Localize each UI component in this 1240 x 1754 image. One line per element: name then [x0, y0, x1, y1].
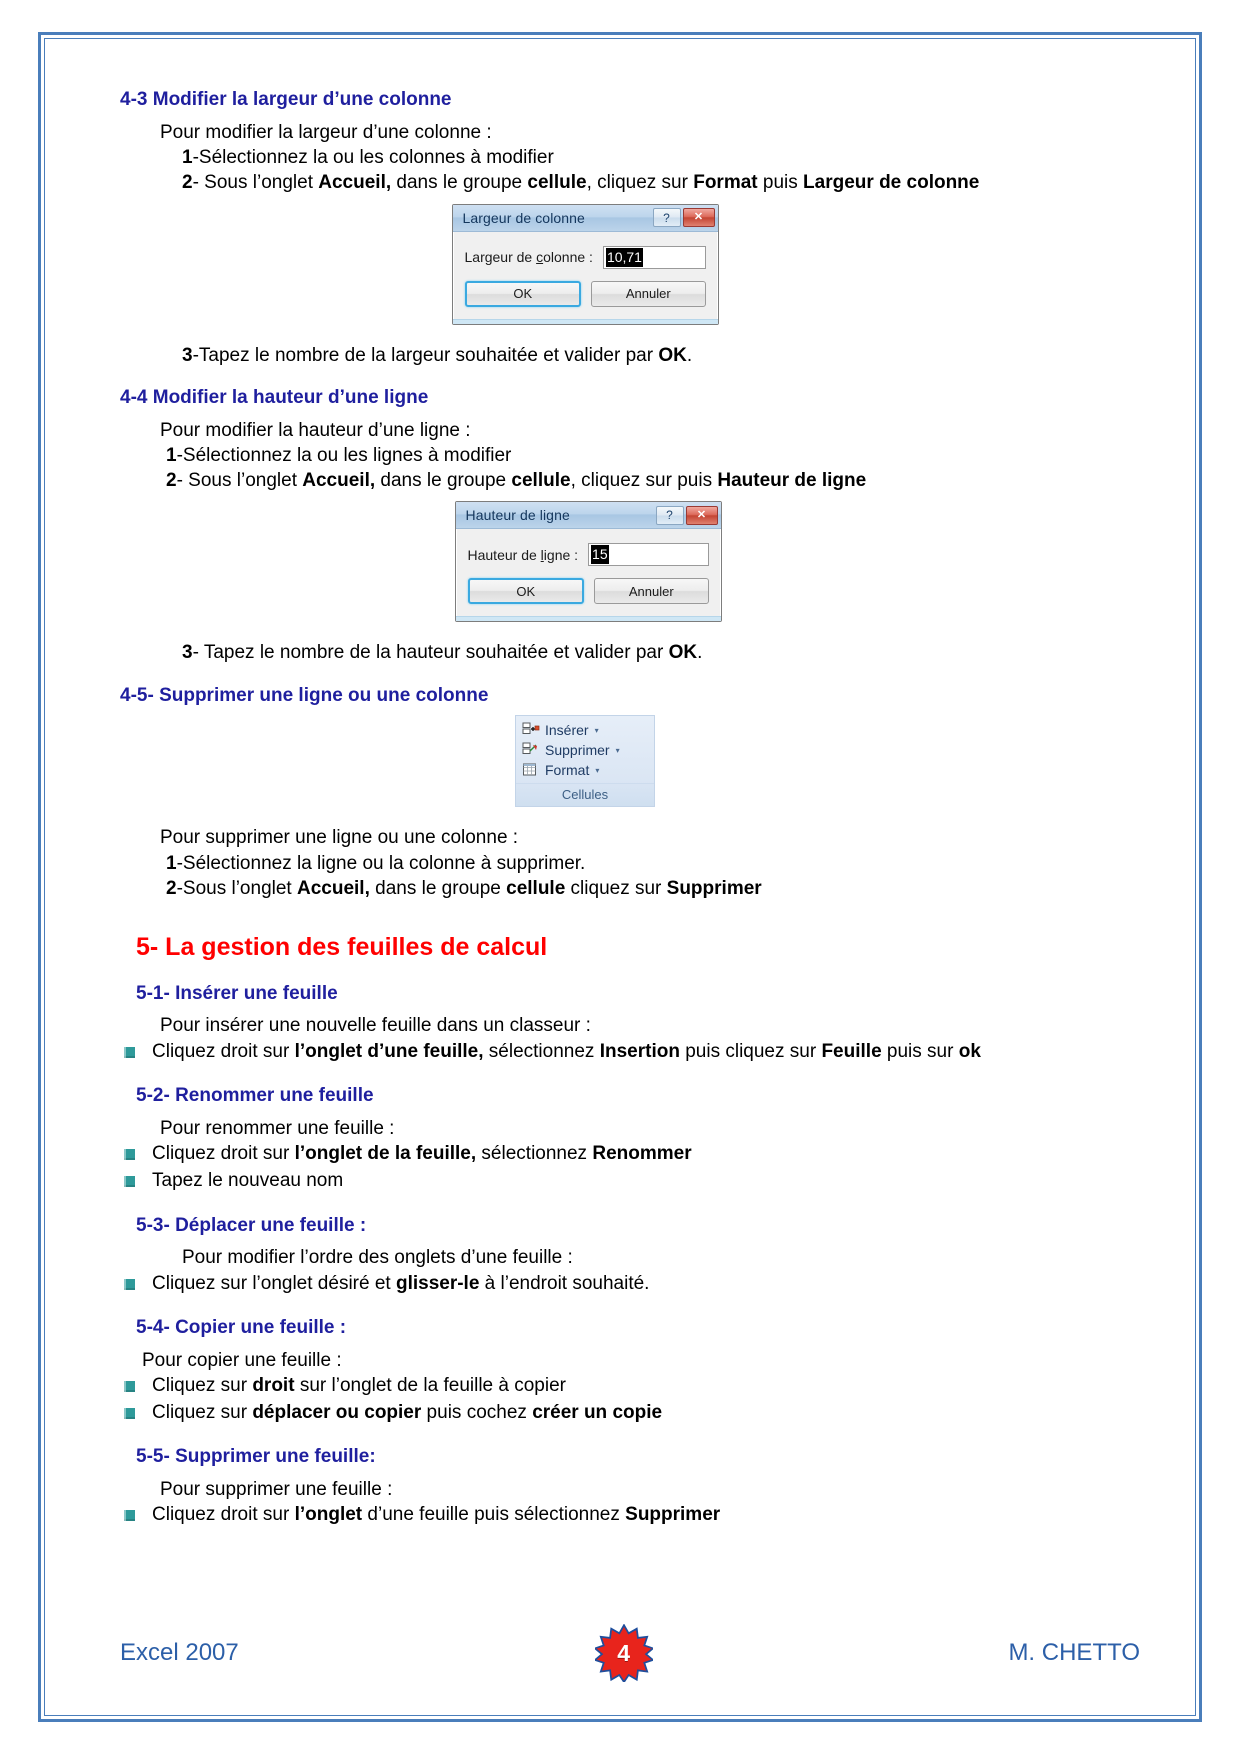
- square-bullet-icon: [124, 1149, 135, 1160]
- step-text-c: .: [697, 642, 703, 664]
- list-5-3: [120, 1271, 1050, 1296]
- ribbon-item-supprimer[interactable]: [516, 740, 654, 760]
- ribbon-item-label: Format: [545, 762, 590, 779]
- emphasis-supprimer: Supprimer: [666, 877, 762, 899]
- list-item: [120, 1271, 1050, 1296]
- list-5-2: [120, 1141, 1050, 1194]
- step-text: -Sélectionnez la ou les colonnes à modifier: [192, 147, 554, 169]
- text-e: puis cliquez sur: [679, 1040, 822, 1062]
- cancel-button[interactable]: Annuler: [594, 578, 709, 604]
- step-text-e: , cliquez sur puis: [570, 470, 718, 492]
- list-5-1: [120, 1039, 1050, 1064]
- close-icon[interactable]: ✕: [686, 506, 718, 525]
- dialog-title: Largeur de colonne: [462, 209, 585, 226]
- dialog-buttons: [456, 572, 721, 616]
- help-icon[interactable]: ?: [653, 208, 681, 227]
- list-5-5: [120, 1502, 1050, 1527]
- step-text-a: -Tapez le nombre de la largeur souhaitée et valider par: [192, 344, 659, 366]
- heading-5-1: 5-1- Insérer une feuille: [136, 982, 338, 1004]
- label-pre: Hauteur de: [467, 546, 541, 563]
- page-number-badge: [595, 1624, 653, 1682]
- page-footer: [120, 1624, 1140, 1682]
- emphasis-cellule: cellule: [527, 172, 587, 194]
- ribbon-group-label: Cellules: [516, 783, 654, 806]
- step-text-c: .: [686, 344, 693, 366]
- step-text-a: -Sous l’onglet: [176, 877, 297, 899]
- dialog-bottom-strip: [453, 319, 718, 324]
- square-bullet-icon: [124, 1047, 135, 1058]
- emphasis-feuille: Feuille: [821, 1040, 882, 1062]
- emphasis-deplacer-ou-copier: déplacer ou copier: [252, 1402, 422, 1424]
- dialog-hauteur-wrapper: [120, 501, 1050, 622]
- ribbon-item-format[interactable]: [516, 760, 654, 780]
- para-5-3-intro: Pour modifier l’ordre des onglets d’une feuille :: [182, 1247, 573, 1269]
- emphasis-ok: OK: [658, 344, 687, 366]
- step-text-c: dans le groupe: [391, 172, 528, 194]
- ribbon-item-label: Insérer: [545, 722, 589, 739]
- text-g: puis sur: [881, 1040, 959, 1062]
- para-4-5-step2: [166, 876, 1050, 901]
- help-icon[interactable]: ?: [656, 506, 684, 525]
- text-c: puis cochez: [421, 1402, 533, 1424]
- square-bullet-icon: [124, 1408, 135, 1419]
- dialog-largeur-wrapper: [120, 204, 1050, 325]
- step-number: 2: [166, 877, 177, 899]
- text-c: sélectionnez: [483, 1040, 600, 1062]
- largeur-field-label: [465, 249, 593, 265]
- step-text-c: dans le groupe: [375, 470, 512, 492]
- step-text-c: dans le groupe: [369, 877, 507, 899]
- heading-5-3: 5-3- Déplacer une feuille :: [136, 1214, 367, 1236]
- emphasis-insertion: Insertion: [599, 1040, 680, 1062]
- emphasis-onglet: l’onglet: [294, 1504, 363, 1526]
- para-4-3-intro: Pour modifier la largeur d’une colonne :: [160, 121, 492, 143]
- text-c: sélectionnez: [476, 1142, 593, 1164]
- step-number: 2: [182, 172, 193, 194]
- list-item: [120, 1168, 1050, 1193]
- emphasis-ok: OK: [668, 642, 698, 664]
- step-number: 3: [182, 344, 193, 366]
- emphasis-droit: droit: [252, 1374, 295, 1396]
- step-number: 2: [166, 470, 177, 492]
- emphasis-accueil: Accueil,: [296, 877, 370, 899]
- hauteur-input[interactable]: [588, 543, 708, 566]
- text-a: Cliquez droit sur: [152, 1504, 295, 1526]
- cancel-button[interactable]: Annuler: [591, 281, 706, 307]
- square-bullet-icon: [124, 1510, 135, 1521]
- close-icon[interactable]: ✕: [683, 208, 715, 227]
- square-bullet-icon: [124, 1176, 135, 1187]
- list-item: [120, 1400, 1050, 1425]
- dialog-largeur-de-colonne: [452, 204, 719, 325]
- heading-5-2: 5-2- Renommer une feuille: [136, 1084, 374, 1106]
- emphasis-cellule: cellule: [511, 470, 571, 492]
- hauteur-input-value: 15: [592, 546, 608, 563]
- emphasis-supprimer: Supprimer: [625, 1504, 721, 1526]
- step-text-g: puis: [757, 172, 804, 194]
- ok-button[interactable]: OK: [468, 578, 585, 604]
- list-5-4: [120, 1373, 1050, 1426]
- heading-4-5: 4-5- Supprimer une ligne ou une colonne: [120, 684, 489, 706]
- chevron-down-icon[interactable]: ▾: [594, 725, 599, 735]
- para-4-4-step2: [166, 468, 1050, 493]
- emphasis-hauteur-de-ligne: Hauteur de ligne: [717, 470, 867, 492]
- emphasis-accueil: Accueil,: [318, 172, 392, 194]
- para-4-4-step3: [182, 640, 1050, 665]
- text-a: Cliquez sur: [152, 1374, 253, 1396]
- step-number: 1: [166, 852, 177, 874]
- emphasis-creer-un-copie: créer un copie: [532, 1402, 663, 1424]
- dialog-title: Hauteur de ligne: [465, 507, 570, 524]
- emphasis-largeur-de-colonne: Largeur de colonne: [803, 172, 980, 194]
- heading-5-5: 5-5- Supprimer une feuille:: [136, 1446, 376, 1468]
- largeur-input-value: 10,71: [606, 248, 642, 265]
- delete-cells-icon: [522, 742, 540, 758]
- ribbon-item-label: Supprimer: [545, 742, 610, 759]
- text-a: Cliquez droit sur: [152, 1040, 295, 1062]
- step-number: 3: [182, 642, 193, 664]
- para-4-5-step1: [166, 851, 1050, 876]
- heading-4-3: 4-3 Modifier la largeur d’une colonne: [120, 89, 452, 110]
- step-text: -Sélectionnez la ligne ou la colonne à supprimer.: [176, 852, 586, 874]
- dialog-bottom-strip: [456, 616, 721, 621]
- emphasis-ok: ok: [958, 1040, 981, 1062]
- text-a: Cliquez sur l’onglet désiré et: [152, 1272, 396, 1294]
- heading-4-4: 4-4 Modifier la hauteur d’une ligne: [120, 386, 429, 408]
- label-post: igne :: [543, 546, 579, 563]
- footer-right-text: M. CHETTO: [1008, 1639, 1140, 1666]
- emphasis-cellule: cellule: [506, 877, 566, 899]
- para-4-3-step2: [182, 170, 1050, 195]
- step-text-e: cliquez sur: [565, 877, 667, 899]
- label-accesskey: l: [540, 546, 544, 563]
- dialog-buttons: [453, 275, 718, 319]
- text: Tapez le nouveau nom: [152, 1170, 344, 1192]
- format-cells-icon: [522, 762, 540, 778]
- emphasis-onglet: l’onglet d’une feuille,: [294, 1040, 484, 1062]
- step-text: -Sélectionnez la ou les lignes à modifier: [176, 444, 512, 466]
- ribbon-wrapper: [120, 715, 1050, 807]
- largeur-input[interactable]: [603, 246, 706, 269]
- heading-5: 5- La gestion des feuilles de calcul: [136, 933, 548, 962]
- para-4-3-step1: [182, 145, 1050, 170]
- list-item: [120, 1141, 1050, 1166]
- text-c: d’une feuille puis sélectionnez: [362, 1504, 626, 1526]
- para-5-5-intro: Pour supprimer une feuille :: [160, 1479, 393, 1501]
- heading-5-4: 5-4- Copier une feuille :: [136, 1316, 347, 1338]
- list-item: [120, 1373, 1050, 1398]
- footer-left-text: Excel 2007: [120, 1639, 239, 1666]
- page-number: 4: [617, 1639, 630, 1666]
- para-4-4-intro: Pour modifier la hauteur d’une ligne :: [160, 419, 471, 441]
- step-number: 1: [182, 147, 193, 169]
- para-5-1-intro: Pour insérer une nouvelle feuille dans un classeur :: [160, 1015, 591, 1037]
- para-4-4-step1: [166, 443, 1050, 468]
- chevron-down-icon[interactable]: ▾: [615, 745, 620, 755]
- emphasis-accueil: Accueil,: [302, 470, 376, 492]
- document-content: [120, 88, 1050, 1530]
- list-item: [120, 1502, 1050, 1527]
- step-text-a: - Sous l’onglet: [192, 172, 319, 194]
- text-c: à l’endroit souhaité.: [479, 1272, 650, 1294]
- step-number: 1: [166, 444, 177, 466]
- para-4-5-intro: Pour supprimer une ligne ou une colonne :: [160, 827, 519, 849]
- dialog-titlebar: [456, 502, 721, 529]
- hauteur-field-label: [468, 547, 579, 563]
- list-item: [120, 1039, 1050, 1064]
- text-a: Cliquez droit sur: [152, 1142, 295, 1164]
- label-post: olonne :: [543, 249, 593, 266]
- dialog-body: [453, 232, 718, 275]
- insert-cells-icon: [522, 722, 540, 738]
- emphasis-renommer: Renommer: [592, 1142, 692, 1164]
- para-4-3-step3: [182, 343, 1050, 368]
- ribbon-item-inserer[interactable]: [516, 720, 654, 740]
- para-5-2-intro: Pour renommer une feuille :: [160, 1117, 395, 1139]
- dialog-titlebar: [453, 205, 718, 232]
- step-text-a: - Sous l’onglet: [176, 470, 303, 492]
- ok-button[interactable]: OK: [465, 281, 582, 307]
- emphasis-format: Format: [693, 172, 758, 194]
- ribbon-group-cellules: [515, 715, 655, 807]
- dialog-body: [456, 529, 721, 572]
- step-text-a: - Tapez le nombre de la hauteur souhaitée et valider par: [192, 642, 669, 664]
- emphasis-glisser-le: glisser-le: [395, 1272, 480, 1294]
- chevron-down-icon[interactable]: ▾: [595, 765, 600, 775]
- label-accesskey: c: [536, 249, 544, 266]
- square-bullet-icon: [124, 1279, 135, 1290]
- step-text-e: , cliquez sur: [586, 172, 694, 194]
- para-5-4-intro: Pour copier une feuille :: [142, 1349, 342, 1371]
- square-bullet-icon: [124, 1381, 135, 1392]
- label-pre: Largeur de: [464, 249, 537, 266]
- text-a: Cliquez sur: [152, 1402, 253, 1424]
- emphasis-onglet: l’onglet de la feuille,: [294, 1142, 477, 1164]
- dialog-hauteur-de-ligne: [455, 501, 722, 622]
- text-c: sur l’onglet de la feuille à copier: [294, 1374, 566, 1396]
